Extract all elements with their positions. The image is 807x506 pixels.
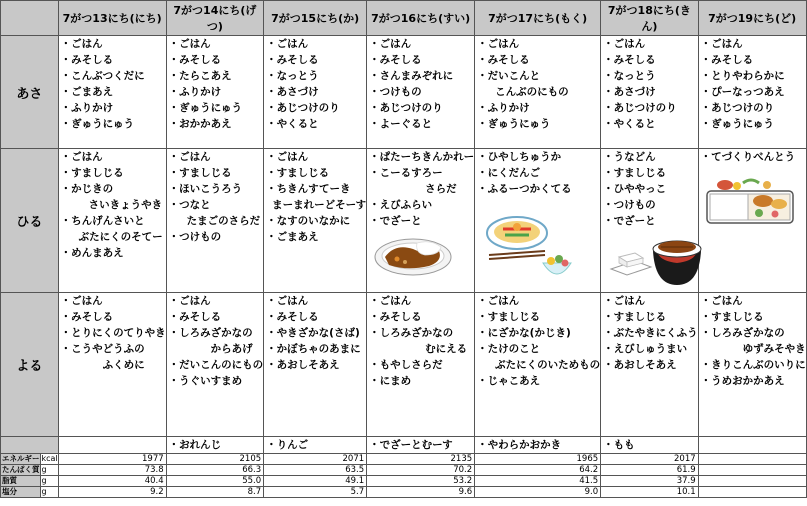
day-header: 7がつ19にち(ど) xyxy=(698,1,806,36)
menu-item: ・なすのいなかに xyxy=(266,215,351,227)
menu-item: ・ちんげんさいと xyxy=(60,215,145,227)
menu-item: ・やきざかな(さば) xyxy=(266,327,360,339)
menu-item: ・ごはん xyxy=(603,295,646,307)
menu-item: ・あさづけ xyxy=(266,86,319,98)
nutrition-unit: kcal xyxy=(41,454,58,463)
menu-item: ・なっとう xyxy=(266,70,319,82)
menu-item: ・つけもの xyxy=(603,199,656,211)
dinner-day-7 xyxy=(698,293,806,437)
menu-item: ・みそしる xyxy=(477,54,530,66)
menu-item: ・あじつけのり xyxy=(266,102,340,114)
nutrition-value: 53.2 xyxy=(367,476,475,487)
menu-item: ・ぱたーちきんかれー xyxy=(369,151,475,163)
menu-item: ・ごまあえ xyxy=(266,231,319,243)
snack-row-label xyxy=(1,437,59,454)
nutrition-value: 9.0 xyxy=(475,487,601,498)
menu-item: ・すましじる xyxy=(603,167,667,179)
menu-item: ・ごはん xyxy=(266,38,309,50)
menu-item: ・ごはん xyxy=(168,38,211,50)
menu-item: ・みそしる xyxy=(369,54,422,66)
menu-item: ゆずみそやき xyxy=(742,343,806,355)
menu-item: ・うなどん xyxy=(603,151,656,163)
menu-item: ・しろみざかなの xyxy=(168,327,253,339)
menu-item: ・きりこんぶのいりに xyxy=(700,359,806,371)
day-header: 7がつ16にち(すい) xyxy=(367,1,475,36)
menu-item: ・めんまあえ xyxy=(60,247,124,259)
menu-item: ・ごはん xyxy=(369,38,412,50)
breakfast-day-6 xyxy=(601,36,699,149)
menu-item: ・すましじる xyxy=(603,311,667,323)
menu-item: ・あじつけのり xyxy=(603,102,677,114)
menu-item: ・ほいこうろう xyxy=(168,183,243,195)
menu-item: ・てづくりべんとう xyxy=(700,151,796,163)
nutrition-label-salt: 塩分 xyxy=(1,487,41,498)
nutrition-label-fat: 脂質 xyxy=(1,476,41,487)
menu-item: ・でざーと xyxy=(369,215,422,227)
lunch-day-2 xyxy=(166,149,264,293)
snack-cell: ・もも xyxy=(601,437,699,454)
nutrition-value xyxy=(698,465,806,476)
nutrition-value: 10.1 xyxy=(601,487,699,498)
menu-item: ・ごはん xyxy=(168,151,211,163)
nutrition-value: 2105 xyxy=(166,454,264,465)
menu-item: ・こーるすろー xyxy=(369,167,443,179)
snack-cell: ・おれんじ xyxy=(166,437,264,454)
nutrition-label-protein: たんぱく質 xyxy=(2,465,40,474)
menu-item: ・ふるーつかくてる xyxy=(477,183,572,195)
menu-item: ・みそしる xyxy=(60,311,114,323)
lunch-day-6 xyxy=(601,149,699,293)
menu-item: ・ごはん xyxy=(266,151,309,163)
menu-item: ・おかかあえ xyxy=(168,118,232,130)
nutrition-value: 73.8 xyxy=(58,465,166,476)
menu-item: ・ごはん xyxy=(700,295,743,307)
menu-item: ・すましじる xyxy=(168,167,232,179)
cold-noodles-icon xyxy=(481,205,575,289)
menu-item: ・ごはん xyxy=(168,295,211,307)
breakfast-day-4 xyxy=(367,36,475,149)
menu-item: ・ぎゅうにゅう xyxy=(168,102,242,114)
menu-item: ・しろみざかなの xyxy=(700,327,785,339)
snack-cell xyxy=(698,437,806,454)
day-header: 7がつ15にち(か) xyxy=(264,1,367,36)
menu-item: ぶたにくのいためもの xyxy=(495,359,601,371)
nutrition-value: 2135 xyxy=(367,454,475,465)
menu-item: ・ごはん xyxy=(266,295,309,307)
menu-item: こんぶのにもの xyxy=(495,86,569,98)
nutrition-value: 9.6 xyxy=(367,487,475,498)
menu-item: ・みそしる xyxy=(266,54,319,66)
menu-item: ・かじきの xyxy=(60,183,114,195)
menu-item: ・かぼちゃのあまに xyxy=(266,343,361,355)
menu-item: ・ぎゅうにゅう xyxy=(700,118,774,130)
nutrition-value: 55.0 xyxy=(166,476,264,487)
nutrition-value: 5.7 xyxy=(264,487,367,498)
nutrition-unit: g xyxy=(40,465,58,476)
menu-item: ・みそしる xyxy=(168,54,222,66)
nutrition-value: 61.9 xyxy=(601,465,699,476)
menu-item: ・すましじる xyxy=(477,311,541,323)
menu-item: ・ごはん xyxy=(369,295,412,307)
menu-item: ・ごはん xyxy=(60,38,103,50)
lunch-day-5 xyxy=(475,149,601,293)
menu-item: ・ごはん xyxy=(700,38,743,50)
menu-item: ・やくると xyxy=(603,118,656,130)
menu-item: ・ごはん xyxy=(60,151,103,163)
menu-item: ・ごはん xyxy=(477,38,520,50)
row-label-lunch: ひる xyxy=(1,149,59,293)
menu-item: ・とりにくのてりやき xyxy=(60,327,166,339)
breakfast-day-1 xyxy=(58,36,166,149)
breakfast-day-7 xyxy=(698,36,806,149)
menu-item: ・あじつけのり xyxy=(369,102,443,114)
nutrition-value: 37.9 xyxy=(601,476,699,487)
dinner-day-1 xyxy=(58,293,166,437)
menu-item: ふくめに xyxy=(102,359,145,371)
menu-item: ・しろみざかなの xyxy=(369,327,454,339)
menu-item: むにえる xyxy=(425,343,468,355)
menu-item: ・ごはん xyxy=(60,295,103,307)
menu-item: ・だいこんのにもの xyxy=(168,359,264,371)
nutrition-value xyxy=(698,476,806,487)
nutrition-label-energy: エネルギー xyxy=(2,454,40,463)
menu-item: ・よーぐると xyxy=(369,118,433,130)
menu-item: ・すましじる xyxy=(60,167,124,179)
menu-item: ・ごまあえ xyxy=(60,86,114,98)
menu-item: ・あおしそあえ xyxy=(266,359,340,371)
nutrition-value: 66.3 xyxy=(166,465,264,476)
menu-item: ・ぎゅうにゅう xyxy=(477,118,551,130)
nutrition-value xyxy=(698,487,806,498)
menu-item: ・ひややっこ xyxy=(603,183,667,195)
menu-item: ・あさづけ xyxy=(603,86,656,98)
menu-item: ・つけもの xyxy=(168,231,222,243)
snack-cell: ・でざーとむーす xyxy=(367,437,475,454)
row-label-dinner: よる xyxy=(1,293,59,437)
snack-cell: ・りんご xyxy=(264,437,367,454)
menu-item: ・にざかな(かじき) xyxy=(477,327,571,339)
day-header: 7がつ18にち(きん) xyxy=(601,1,699,36)
menu-item: ・にまめ xyxy=(369,375,412,387)
menu-item: ・ぴーなっつあえ xyxy=(700,86,785,98)
menu-item: ・ごはん xyxy=(603,38,646,50)
menu-item: ・なっとう xyxy=(603,70,656,82)
nutrition-value: 2017 xyxy=(601,454,699,465)
menu-item: ・ふりかけ xyxy=(60,102,114,114)
nutrition-value xyxy=(698,454,806,465)
menu-item: ・こうやどうふの xyxy=(60,343,145,355)
row-label-breakfast: あさ xyxy=(1,36,59,149)
menu-item: ・さんまみぞれに xyxy=(369,70,454,82)
menu-item: ・みそしる xyxy=(700,54,754,66)
menu-item: ・えびしゅうまい xyxy=(603,343,688,355)
nutrition-value: 40.4 xyxy=(58,476,166,487)
menu-item: ・にくだんご xyxy=(477,167,541,179)
corner-cell xyxy=(1,1,59,36)
lunch-day-1 xyxy=(58,149,166,293)
dinner-day-2 xyxy=(166,293,264,437)
menu-item: まーまれーどそーす xyxy=(272,199,367,211)
menu-item: ・みそしる xyxy=(603,54,656,66)
nutrition-value: 64.2 xyxy=(475,465,601,476)
menu-item: ・たけのこと xyxy=(477,343,541,355)
lunch-day-4 xyxy=(367,149,475,293)
breakfast-day-5 xyxy=(475,36,601,149)
day-header: 7がつ17にち(もく) xyxy=(475,1,601,36)
menu-item: ・ちきんすてーき xyxy=(266,183,351,195)
menu-item: ・あじつけのり xyxy=(700,102,775,114)
menu-item: ・こんぶつくだに xyxy=(60,70,145,82)
nutrition-value: 8.7 xyxy=(166,487,264,498)
menu-item: ・みそしる xyxy=(60,54,114,66)
menu-item: ・ひやしちゅうか xyxy=(477,151,562,163)
dinner-day-3 xyxy=(264,293,367,437)
menu-item: ・とりやわらかに xyxy=(700,70,785,82)
nutrition-value: 1977 xyxy=(58,454,166,465)
nutrition-value: 63.5 xyxy=(264,465,367,476)
dinner-day-6 xyxy=(601,293,699,437)
unadon-tofu-icon xyxy=(607,231,703,289)
menu-item: ・みそしる xyxy=(266,311,319,323)
nutrition-value: 49.1 xyxy=(264,476,367,487)
snack-cell: ・やわらかおかき xyxy=(475,437,601,454)
nutrition-value: 41.5 xyxy=(475,476,601,487)
menu-item: ・でざーと xyxy=(603,215,656,227)
menu-item: ・すましじる xyxy=(266,167,330,179)
menu-item: ・うめおかかあえ xyxy=(700,375,785,387)
menu-item: ・あおしそあえ xyxy=(603,359,677,371)
menu-item: ・つけもの xyxy=(369,86,422,98)
menu-item: ・ふりかけ xyxy=(477,102,530,114)
menu-item: からあげ xyxy=(210,343,253,355)
day-header: 7がつ13にち(にち) xyxy=(58,1,166,36)
menu-item: ・つなと xyxy=(168,199,211,211)
menu-item: ・ぎゅうにゅう xyxy=(60,118,134,130)
nutrition-value: 1965 xyxy=(475,454,601,465)
menu-item: さらだ xyxy=(425,183,457,195)
menu-item: ・だいこんと xyxy=(477,70,541,82)
menu-item: ・やくると xyxy=(266,118,319,130)
menu-item: ・みそしる xyxy=(369,311,422,323)
menu-item: ・ごはん xyxy=(477,295,520,307)
menu-item: ・ぶたやきにくふう xyxy=(603,327,698,339)
lunch-day-3 xyxy=(264,149,367,293)
menu-item: ・じゃこあえ xyxy=(477,375,541,387)
curry-rice-icon xyxy=(373,229,453,277)
bento-box-icon xyxy=(703,177,799,225)
nutrition-unit: g xyxy=(40,476,58,487)
menu-item: さいきょうやき xyxy=(88,199,163,211)
nutrition-value: 2071 xyxy=(264,454,367,465)
menu-item: ・ふりかけ xyxy=(168,86,222,98)
breakfast-day-2 xyxy=(166,36,264,149)
menu-item: ・うぐいすまめ xyxy=(168,375,243,387)
snack-cell xyxy=(58,437,166,454)
nutrition-value: 70.2 xyxy=(367,465,475,476)
nutrition-unit: g xyxy=(40,487,58,498)
menu-item: ぶたにくのそてー xyxy=(78,231,163,243)
lunch-day-7 xyxy=(698,149,806,293)
menu-item: ・もやしさらだ xyxy=(369,359,443,371)
menu-item: ・すましじる xyxy=(700,311,764,323)
dinner-day-5 xyxy=(475,293,601,437)
menu-item: たまごのさらだ xyxy=(186,215,261,227)
breakfast-day-3 xyxy=(264,36,367,149)
nutrition-value: 9.2 xyxy=(58,487,166,498)
menu-item: ・えびふらい xyxy=(369,199,433,211)
dinner-day-4 xyxy=(367,293,475,437)
menu-item: ・たらこあえ xyxy=(168,70,232,82)
menu-item: ・みそしる xyxy=(168,311,222,323)
day-header: 7がつ14にち(げつ) xyxy=(166,1,264,36)
